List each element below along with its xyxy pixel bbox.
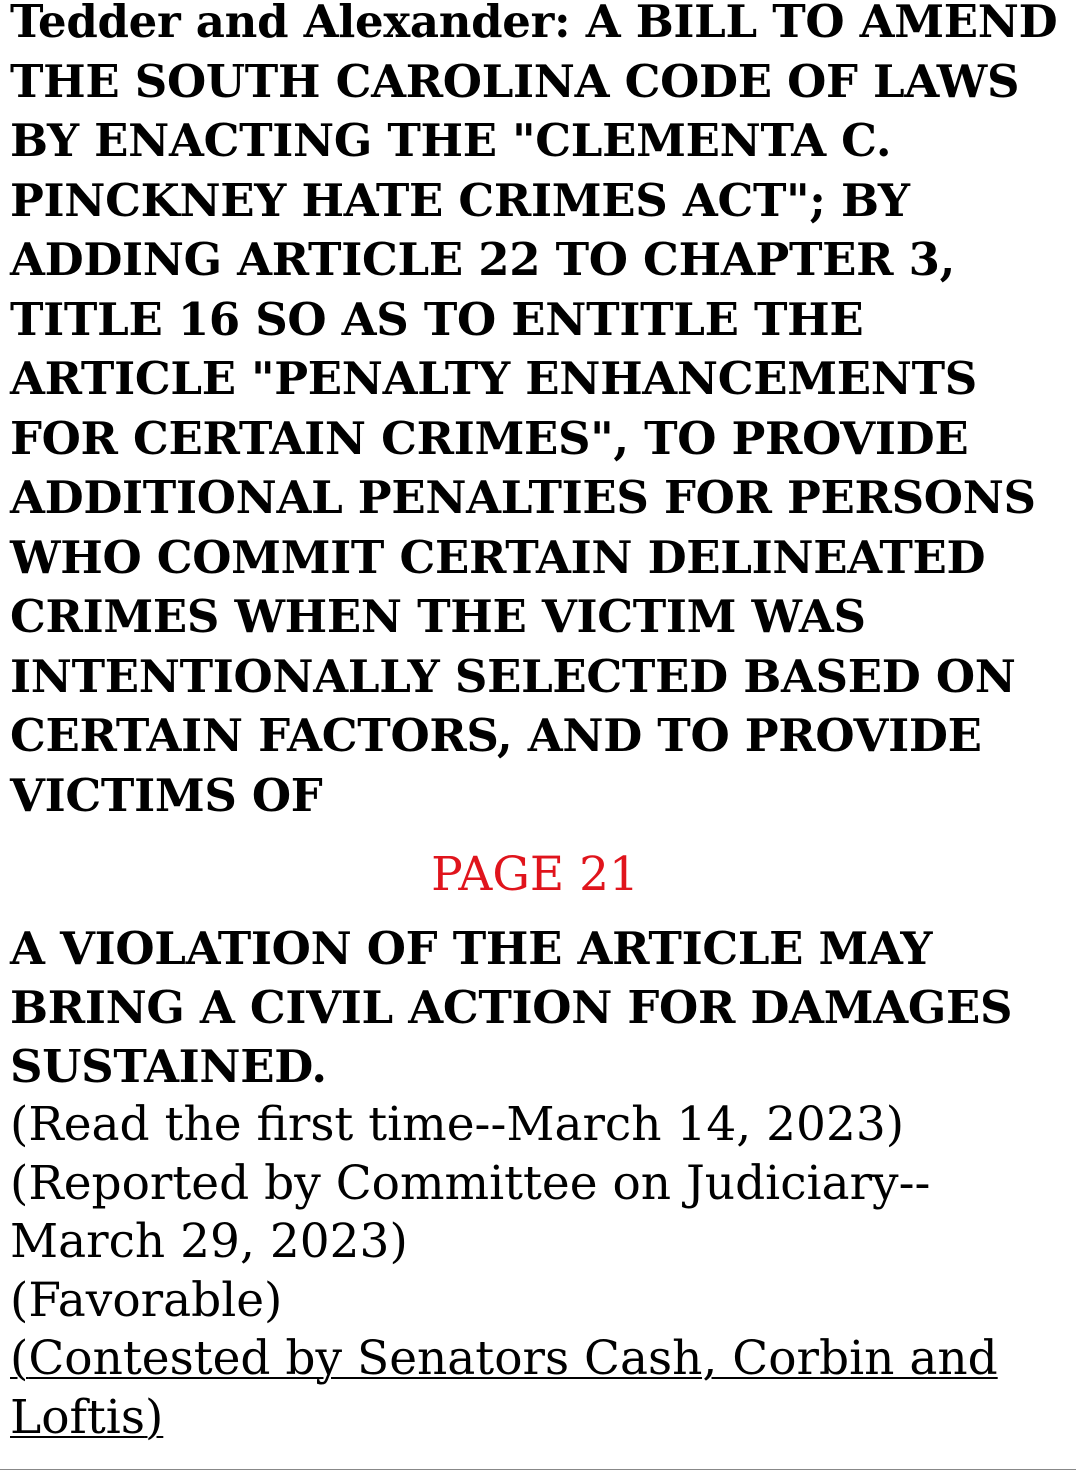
status-contested [10, 1330, 1070, 1447]
contested-open-paren[interactable]: ( [10, 1331, 29, 1386]
bill-heading-part1: Tedder and Alexander: A BILL TO AMEND THE SOUTH CAROLINA CODE OF LAWS BY ENACTING THE "CLEMENTA C. PINCKNEY HATE CRIMES ACT"; BY ADDING ARTICLE 22 TO CHAPTER 3, TITLE 16 SO AS TO ENTITLE THE ARTICLE "PENALTY ENHANCEMENTS FOR CERTAIN CRIMES", TO PROVIDE ADDITIONAL PENALTIES FOR PERSONS WHO COMMIT CERTAIN DELINEATED CRIMES WHEN THE VICTIM WAS INTENTIONALLY SELECTED BASED ON CERTAIN FACTORS, AND TO PROVIDE VICTIMS OF [10, 0, 1058, 822]
status-favorable: (Favorable) [10, 1272, 283, 1328]
contested-close-paren[interactable]: ) [144, 1389, 164, 1445]
contested-by-senators-link[interactable]: Contested by Senators Cash, Corbin and Loftis [10, 1331, 998, 1445]
bill-status-history [10, 1096, 1070, 1447]
bill-heading-part2: A VIOLATION OF THE ARTICLE MAY BRING A CIVIL ACTION FOR DAMAGES SUSTAINED. [10, 922, 1013, 1093]
page-marker: PAGE 21 [431, 847, 639, 902]
document-body [10, 0, 1070, 1447]
bottom-divider [0, 1469, 1076, 1470]
status-read-first: (Read the first time--March 14, 2023) [10, 1097, 905, 1152]
status-reported: (Reported by Committee on Judiciary--March 29, 2023) [10, 1155, 931, 1269]
